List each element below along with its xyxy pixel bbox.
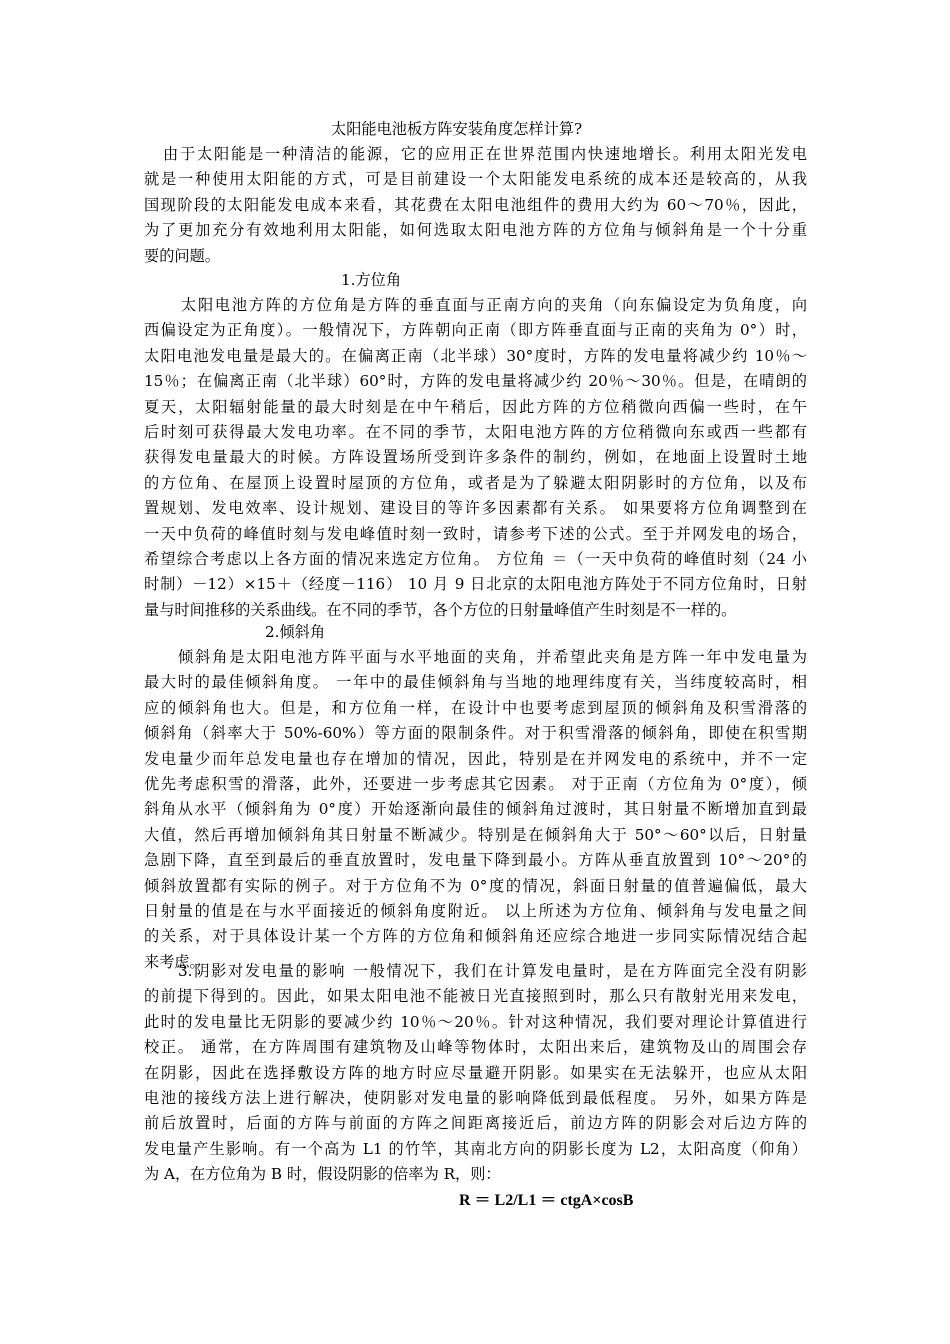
tilt-line: 急剧下降，直至到最后的垂直放置时，发电量下降到最小。方阵从垂直放置到 10°～20°的 [144, 851, 807, 870]
azimuth-line: 夏天，太阳辐射能量的最大时刻是在中午稍后，因此方阵的方位稍微向西偏一些时，在午 [144, 397, 807, 416]
shadow-line: 电池的接线方法上进行解决，使阴影对发电量的影响降低到最低程度。 另外，如果方阵是 [144, 1089, 807, 1107]
shadow-line: 的前提下得到的。因此，如果太阳电池不能被日光直接照到时，那么只有散射光用来发电， [144, 987, 807, 1006]
tilt-line: 来考虑。 [144, 952, 205, 971]
tilt-line: 倾斜角（斜率大于 50%-60%）等方面的限制条件。对于积雪滑落的倾斜角，即使在积雪期 [144, 724, 807, 743]
intro-line: 由于太阳能是一种清洁的能源，它的应用正在世界范围内快速地增长。利用太阳光发电 [163, 145, 807, 163]
shadow-line: 发电量产生影响。有一个高为 L1 的竹竿，其南北方向的阴影长度为 L2，太阳高度（仰角） [144, 1139, 807, 1158]
tilt-line: 最大时的最佳倾斜角度。 一年中的最佳倾斜角与当地的地理纬度有关，当纬度较高时，相 [144, 673, 807, 692]
shadow-line: 为 A，在方位角为 B 时，假设阴影的倍率为 R，则： [144, 1165, 501, 1184]
intro-line: 就是一种使用太阳能的方式，可是目前建设一个太阳能发电系统的成本还是较高的，从我 [144, 170, 807, 189]
intro-line: 要的问题。 [144, 246, 220, 265]
shadow-line: 此时的发电量比无阴影的要减少约 10％～20％。针对这种情况，我们要对理论计算值进行 [144, 1012, 807, 1031]
shadow-line: 在阴影，因此在选择敷设方阵的地方时应尽量避开阴影。如果实在无法躲开，也应从太阳 [144, 1063, 807, 1082]
tilt-line: 的关系，对于具体设计某一个方阵的方位角和倾斜角还应综合地进一步同实际情况结合起 [144, 927, 807, 946]
azimuth-line: 15％；在偏离正南（北半球）60°时，方阵的发电量将减少约 20％～30％。但是，在晴朗的 [144, 372, 807, 391]
tilt-line: 倾斜放置都有实际的例子。对于方位角不为 0°度的情况，斜面日射量的值普遍偏低，最大 [144, 876, 807, 895]
tilt-line: 倾斜角是太阳电池方阵平面与水平地面的夹角，并希望此夹角是方阵一年中发电量为 [178, 648, 807, 666]
azimuth-line: 获得发电量最大的时候。方阵设置场所受到许多条件的制约，例如，在地面上设置时土地 [144, 448, 807, 467]
azimuth-line: 太阳电池发电量是最大的。在偏离正南（北半球）30°度时，方阵的发电量将减少约 10％～ [144, 346, 807, 365]
shadow-ratio-formula: R ＝ L2/L1 ＝ ctgA×cosB [459, 1192, 634, 1209]
azimuth-line: 后时刻可获得最大发电功率。在不同的季节，太阳电池方阵的方位稍微向东或西一些都有 [144, 423, 807, 441]
tilt-line: 日射量的值是在与水平面接近的倾斜角度附近。 以上所述为方位角、倾斜角与发电量之间 [144, 902, 807, 920]
azimuth-line: 西偏设定为正角度）。一般情况下，方阵朝向正南（即方阵垂直面与正南的夹角为 0°）时， [144, 321, 807, 340]
tilt-line: 应的倾斜角也大。但是，和方位角一样，在设计中也要考虑到屋顶的倾斜角及积雪滑落的 [144, 698, 807, 717]
tilt-line: 大值，然后再增加倾斜角其日射量不断减少。特别是在倾斜角大于 50°～60°以后，日射量 [144, 825, 807, 844]
azimuth-line: 时制）－12）×15＋（经度－116） 10 月 9 日北京的太阳电池方阵处于不同方位角时，日射 [144, 575, 807, 594]
azimuth-line: 置规划、发电效率、设计规划、建设目的等许多因素都有关系。 如果要将方位角调整到在 [144, 499, 807, 518]
azimuth-line: 的方位角、在屋顶上设置时屋顶的方位角，或者是为了躲避太阳阴影时的方位角，以及布 [144, 473, 807, 492]
section-heading-azimuth: 1.方位角 [341, 271, 402, 289]
tilt-line: 发电量少而年总发电量也存在增加的情况，因此，特别是在并网发电的系统中，并不一定 [144, 749, 807, 768]
section-heading-tilt: 2.倾斜角 [265, 623, 326, 641]
shadow-line: 校正。 通常，在方阵周围有建筑物及山峰等物体时，太阳出来后，建筑物及山的周围会存 [144, 1038, 807, 1057]
intro-line: 为了更加充分有效地利用太阳能，如何选取太阳电池方阵的方位角与倾斜角是一个十分重 [144, 221, 807, 240]
tilt-line: 斜角从水平（倾斜角为 0°度）开始逐渐向最佳的倾斜角过渡时，其日射量不断增加直到最 [144, 800, 807, 819]
shadow-line: 3.阴影对发电量的影响 一般情况下，我们在计算发电量时，是在方阵面完全没有阴影 [178, 962, 807, 980]
tilt-line: 优先考虑积雪的滑落，此外，还要进一步考虑其它因素。 对于正南（方位角为 0°度），倾 [144, 775, 807, 793]
intro-line: 国现阶段的太阳能发电成本来看，其花费在太阳电池组件的费用大约为 60～70％，因此， [144, 195, 807, 214]
azimuth-line: 希望综合考虑以上各方面的情况来选定方位角。 方位角 ＝（一天中负荷的峰值时刻（24 小 [144, 550, 807, 568]
azimuth-line: 太阳电池方阵的方位角是方阵的垂直面与正南方向的夹角（向东偏设定为负角度，向 [181, 296, 807, 314]
document-title: 太阳能电池板方阵安装角度怎样计算? [331, 120, 583, 138]
azimuth-line: 一天中负荷的峰值时刻与发电峰值时刻一致时，请参考下述的公式。至于并网发电的场合， [144, 524, 807, 543]
shadow-line: 前后放置时，后面的方阵与前面的方阵之间距离接近后，前边方阵的阴影会对后边方阵的 [144, 1114, 807, 1133]
azimuth-line: 量与时间推移的关系曲线。在不同的季节，各个方位的日射量峰值产生时刻是不一样的。 [144, 600, 737, 619]
